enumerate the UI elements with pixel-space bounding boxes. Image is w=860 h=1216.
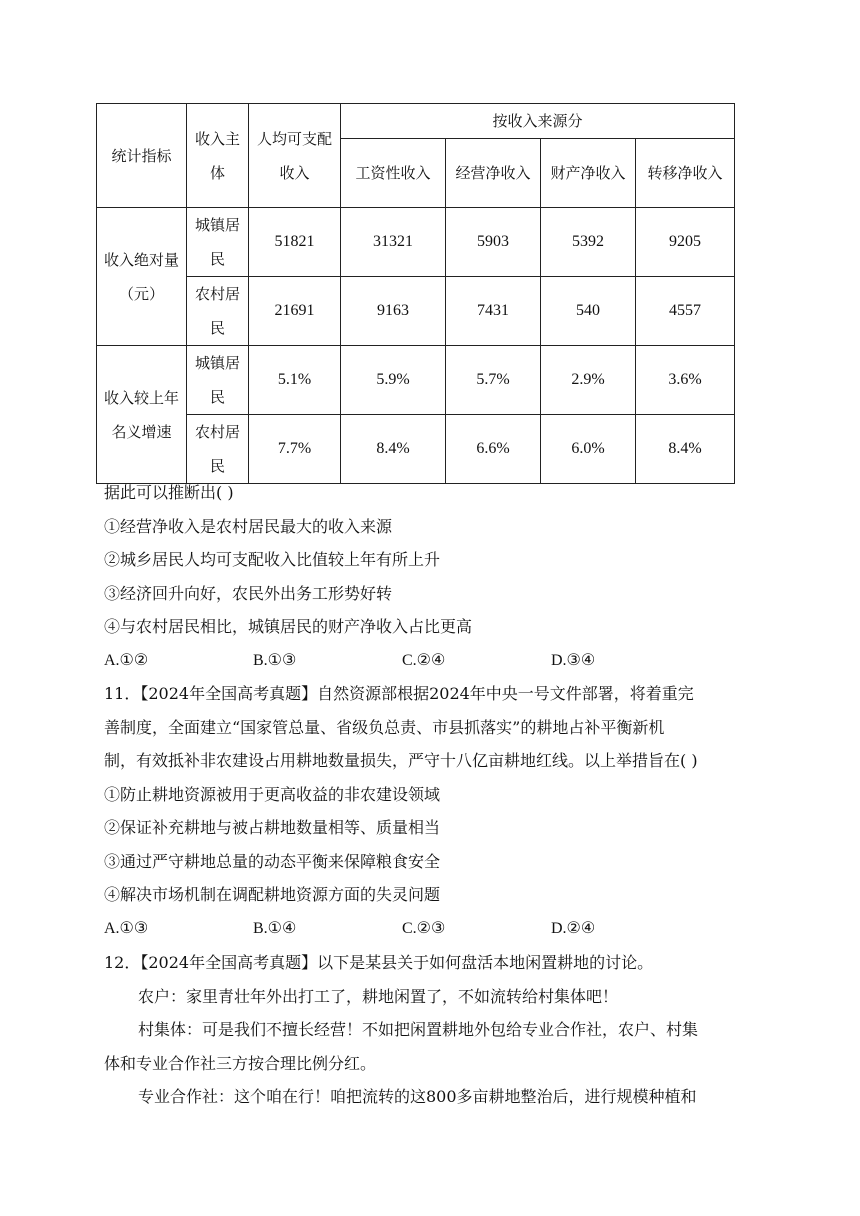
option-d: D.③④ [551, 651, 596, 669]
value-cell: 5392 [541, 208, 636, 277]
question-stem: 12．【2024年全国高考真题】以下是某县关于如何盘活本地闲置耕地的讨论。 [104, 953, 654, 972]
answer-statement: ②保证补充耕地与被占耕地数量相等、质量相当 [104, 818, 441, 837]
header-disposable: 人均可支配收入 [249, 104, 341, 208]
answer-statement: ③通过严守耕地总量的动态平衡来保障粮食安全 [104, 851, 441, 871]
option-d: D.②④ [551, 919, 596, 937]
value-cell: 8.4% [341, 415, 446, 484]
value-cell: 5.1% [249, 346, 341, 415]
option-c: C.②③ [402, 919, 446, 937]
table-row [97, 277, 735, 346]
option-b: B.①④ [253, 919, 297, 937]
subject-cell: 城镇居民 [187, 208, 249, 277]
dialogue-village-cont: 体和专业合作社三方按合理比例分红。 [104, 1053, 377, 1073]
header-property: 财产净收入 [541, 139, 636, 208]
table-row [97, 415, 735, 484]
answer-statement: ④与农村居民相比，城镇居民的财产净收入占比更高 [104, 617, 473, 636]
table-row [97, 346, 735, 415]
answer-statement: ②城乡居民人均可支配收入比值较上年有所上升 [104, 550, 441, 569]
value-cell: 51821 [249, 208, 341, 277]
question-stem: 制，有效抵补非农建设占用耕地数量损失，严守十八亿亩耕地红线。以上举措旨在( ) [104, 751, 698, 770]
value-cell: 2.9% [541, 346, 636, 415]
answer-options [104, 644, 750, 678]
question-11 [104, 677, 750, 945]
group-label: 收入绝对量（元） [97, 208, 187, 346]
question-stem: 11．【2024年全国高考真题】自然资源部根据2024年中央一号文件部署，将着重完 [104, 684, 694, 703]
question-10 [104, 476, 750, 677]
value-cell: 5903 [446, 208, 541, 277]
value-cell: 6.0% [541, 415, 636, 484]
answer-statement: ④解决市场机制在调配耕地资源方面的失灵问题 [104, 885, 441, 904]
question-stem: 据此可以推断出( ) [104, 483, 234, 502]
header-business: 经营净收入 [446, 139, 541, 208]
answer-statement: ①经营净收入是农村居民最大的收入来源 [104, 516, 393, 536]
value-cell: 5.9% [341, 346, 446, 415]
group-label: 收入较上年名义增速 [97, 346, 187, 484]
value-cell: 6.6% [446, 415, 541, 484]
value-cell: 3.6% [636, 346, 735, 415]
option-b: B.①③ [253, 651, 297, 669]
value-cell: 21691 [249, 277, 341, 346]
value-cell: 31321 [341, 208, 446, 277]
value-cell: 7431 [446, 277, 541, 346]
option-a: A.①② [104, 651, 149, 669]
value-cell: 5.7% [446, 346, 541, 415]
dialogue-farmer: 农户：家里青壮年外出打工了，耕地闲置了，不如流转给村集体吧！ [138, 986, 619, 1006]
question-stem: 善制度，全面建立“国家管总量、省级负总责、市县抓落实”的耕地占补平衡新机 [104, 717, 665, 737]
header-wage: 工资性收入 [341, 139, 446, 208]
question-12 [104, 946, 750, 1114]
header-indicator: 统计指标 [97, 104, 187, 208]
value-cell: 8.4% [636, 415, 735, 484]
answer-statement: ①防止耕地资源被用于更高收益的非农建设领域 [104, 784, 441, 804]
answer-statement: ③经济回升向好，农民外出务工形势好转 [104, 583, 393, 603]
value-cell: 9205 [636, 208, 735, 277]
subject-cell: 农村居民 [187, 415, 249, 484]
table-row [97, 208, 735, 277]
header-source-group: 按收入来源分 [341, 104, 735, 139]
subject-cell: 城镇居民 [187, 346, 249, 415]
dialogue-cooperative: 专业合作社：这个咱在行！咱把流转的这800多亩耕地整治后，进行规模种植和 [138, 1087, 697, 1106]
subject-cell: 农村居民 [187, 277, 249, 346]
dialogue-village: 村集体：可是我们不擅长经营！不如把闲置耕地外包给专业合作社，农户、村集 [138, 1020, 699, 1039]
header-transfer: 转移净收入 [636, 139, 735, 208]
income-statistics-table [96, 103, 735, 484]
value-cell: 9163 [341, 277, 446, 346]
value-cell: 540 [541, 277, 636, 346]
option-c: C.②④ [402, 651, 446, 669]
value-cell: 4557 [636, 277, 735, 346]
header-subject: 收入主体 [187, 104, 249, 208]
option-a: A.①③ [104, 919, 149, 937]
answer-options [104, 912, 750, 946]
value-cell: 7.7% [249, 415, 341, 484]
